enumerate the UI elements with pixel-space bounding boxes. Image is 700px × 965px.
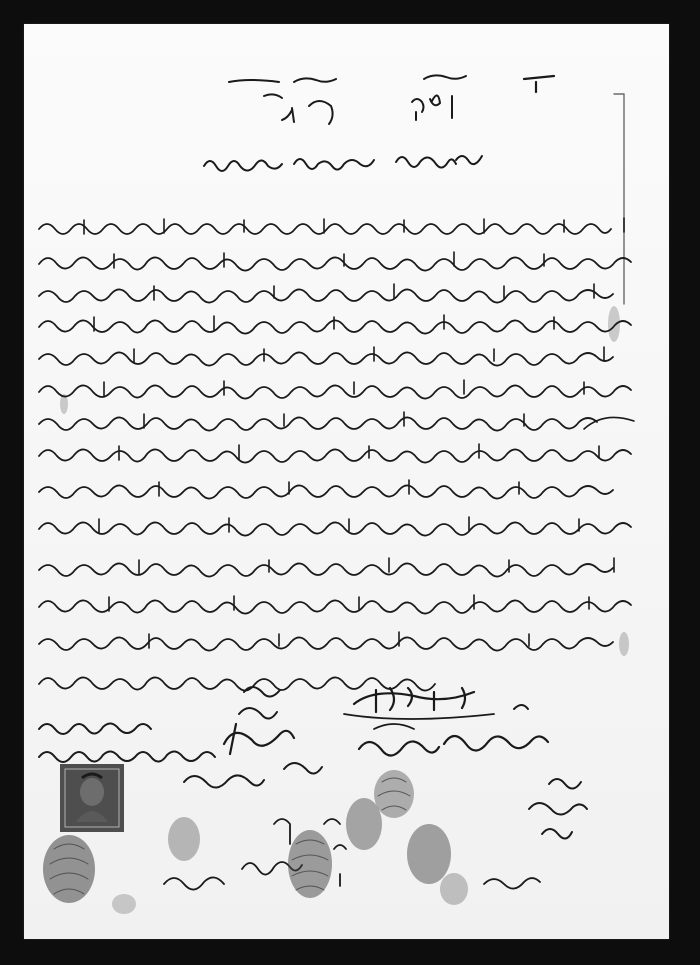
document-date xyxy=(344,688,494,719)
thumbprint xyxy=(288,830,332,898)
thumbprint xyxy=(168,817,200,861)
thumbprint xyxy=(440,873,468,905)
document-body xyxy=(39,218,634,691)
header-number xyxy=(229,75,554,124)
thumbprint xyxy=(407,824,451,884)
thumbprint xyxy=(43,835,95,903)
thumbprint xyxy=(374,770,414,818)
document-title xyxy=(204,156,482,171)
revenue-stamp xyxy=(60,764,124,832)
handwriting-canvas xyxy=(24,24,669,939)
thumbprint xyxy=(112,894,136,914)
document-page xyxy=(24,24,669,939)
